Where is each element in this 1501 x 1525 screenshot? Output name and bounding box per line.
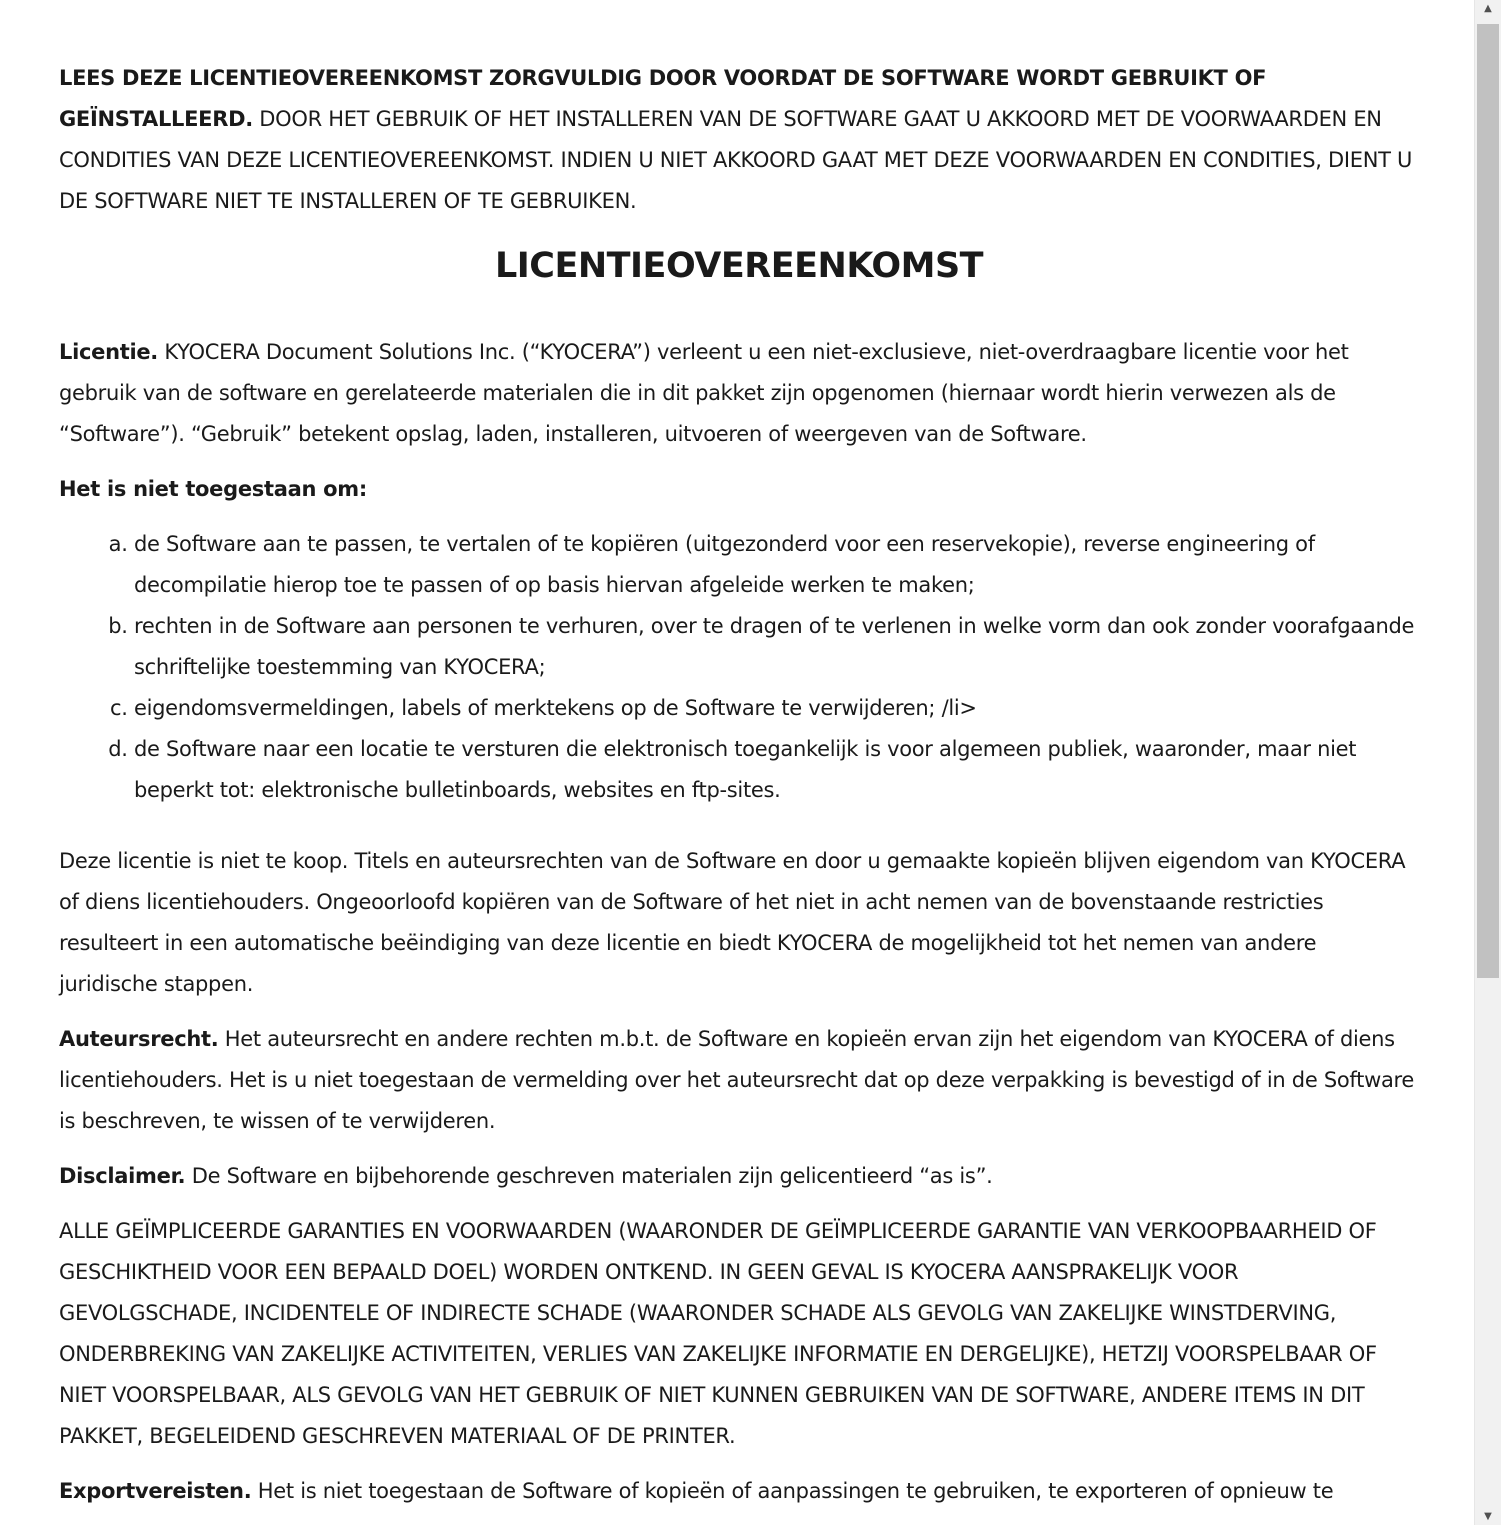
list-item: c. eigendomsvermeldingen, labels of merktekens op de Software te verwijderen; /li> xyxy=(134,688,1419,729)
intro-rest: DOOR HET GEBRUIK OF HET INSTALLEREN VAN DE SOFTWARE GAAT U AKKOORD MET DE VOORWAARDEN EN CONDITIES VAN DEZE LICENTIEOVEREENKOMST. INDIEN U NIET AKKOORD GAAT MET DEZE VOORWAARDEN EN CONDITIES, DIENT U DE SOFTWARE NIET TE INSTALLEREN OF TE GEBRUIKEN. xyxy=(59,107,1413,213)
list-item: b. rechten in de Software aan personen te verhuren, over te dragen of te verlenen in welke vorm dan ook zonder voorafgaande schriftelijke toestemming van KYOCERA; xyxy=(134,606,1419,688)
export-paragraph xyxy=(59,1471,1419,1512)
copyright-text: Het auteursrecht en andere rechten m.b.t. de Software en kopieën ervan zijn het eigendom van KYOCERA of diens licentiehouders. Het is u niet toegestaan de vermelding over het auteursrecht dat op deze verpakking is bevestigd of in de Software is beschreven, te wissen of te verwijderen. xyxy=(59,1027,1415,1133)
copyright-heading: Auteursrecht. xyxy=(59,1027,219,1051)
scroll-up-arrow-icon[interactable]: ▲ xyxy=(1484,2,1492,14)
restrictions-heading: Het is niet toegestaan om: xyxy=(59,477,367,501)
disclaimer-paragraph xyxy=(59,1156,1419,1197)
intro-paragraph xyxy=(59,58,1419,222)
scroll-down-arrow-icon[interactable]: ▼ xyxy=(1484,1510,1492,1522)
export-text: Het is niet toegestaan de Software of kopieën of aanpassingen te gebruiken, te exporteren of opnieuw te xyxy=(257,1479,1334,1503)
license-paragraph xyxy=(59,332,1419,455)
intro-bold-sentence: LEES DEZE LICENTIEOVEREENKOMST ZORGVULDIG DOOR VOORDAT DE SOFTWARE WORDT GEBRUIKT OF GEÏNSTALLEERD. xyxy=(59,66,1267,131)
restrictions-list xyxy=(59,524,1419,811)
list-item: d. de Software naar een locatie te versturen die elektronisch toegankelijk is voor algemeen publiek, waaronder, maar niet beperkt tot: elektronische bulletinboards, websites en ftp-sites. xyxy=(134,729,1419,811)
ownership-paragraph: Deze licentie is niet te koop. Titels en auteursrechten van de Software en door u gemaakte kopieën blijven eigendom van KYOCERA of diens licentiehouders. Ongeoorloofd kopiëren van de Software of het niet in acht nemen van de bovenstaande restricties resulteert in een automatische beëindiging van deze licentie en biedt KYOCERA de mogelijkheid tot het nemen van andere juridische stappen. xyxy=(59,849,1406,996)
page-title: LICENTIEOVEREENKOMST xyxy=(494,246,984,286)
list-item: a. de Software aan te passen, te vertalen of te kopiëren (uitgezonderd voor een reservekopie), reverse engineering of decompilatie hierop toe te passen of op basis hiervan afgeleide werken te maken; xyxy=(134,524,1419,606)
scrollbar-thumb[interactable] xyxy=(1477,24,1499,978)
license-heading: Licentie. xyxy=(59,340,158,364)
export-heading: Exportvereisten. xyxy=(59,1479,252,1503)
license-document xyxy=(59,58,1419,1512)
warranty-paragraph: ALLE GEÏMPLICEERDE GARANTIES EN VOORWAARDEN (WAARONDER DE GEÏMPLICEERDE GARANTIE VAN VERKOOPBAARHEID OF GESCHIKTHEID VOOR EEN BEPAALD DOEL) WORDEN ONTKEND. IN GEEN GEVAL IS KYOCERA AANSPRAKELIJK VOOR GEVOLGSCHADE, INCIDENTELE OF INDIRECTE SCHADE (WAARONDER SCHADE ALS GEVOLG VAN ZAKELIJKE WINSTDERVING, ONDERBREKING VAN ZAKELIJKE ACTIVITEITEN, VERLIES VAN ZAKELIJKE INFORMATIE EN DERGELIJKE), HETZIJ VOORSPELBAAR OF NIET VOORSPELBAAR, ALS GEVOLG VAN HET GEBRUIK OF NIET KUNNEN GEBRUIKEN VAN DE SOFTWARE, ANDERE ITEMS IN DIT PAKKET, BEGELEIDEND GESCHREVEN MATERIAAL OF DE PRINTER. xyxy=(59,1219,1377,1448)
vertical-scrollbar[interactable] xyxy=(1474,0,1501,1525)
disclaimer-text: De Software en bijbehorende geschreven materialen zijn gelicentieerd “as is”. xyxy=(191,1164,993,1188)
license-text: KYOCERA Document Solutions Inc. (“KYOCERA”) verleent u een niet-exclusieve, niet-overdraagbare licentie voor het gebruik van de software en gerelateerde materialen die in dit pakket zijn opgenomen (hiernaar wordt hierin verwezen als de “Software”). “Gebruik” betekent opslag, laden, installeren, uitvoeren of weergeven van de Software. xyxy=(59,340,1349,446)
copyright-paragraph xyxy=(59,1019,1419,1142)
disclaimer-heading: Disclaimer. xyxy=(59,1164,186,1188)
